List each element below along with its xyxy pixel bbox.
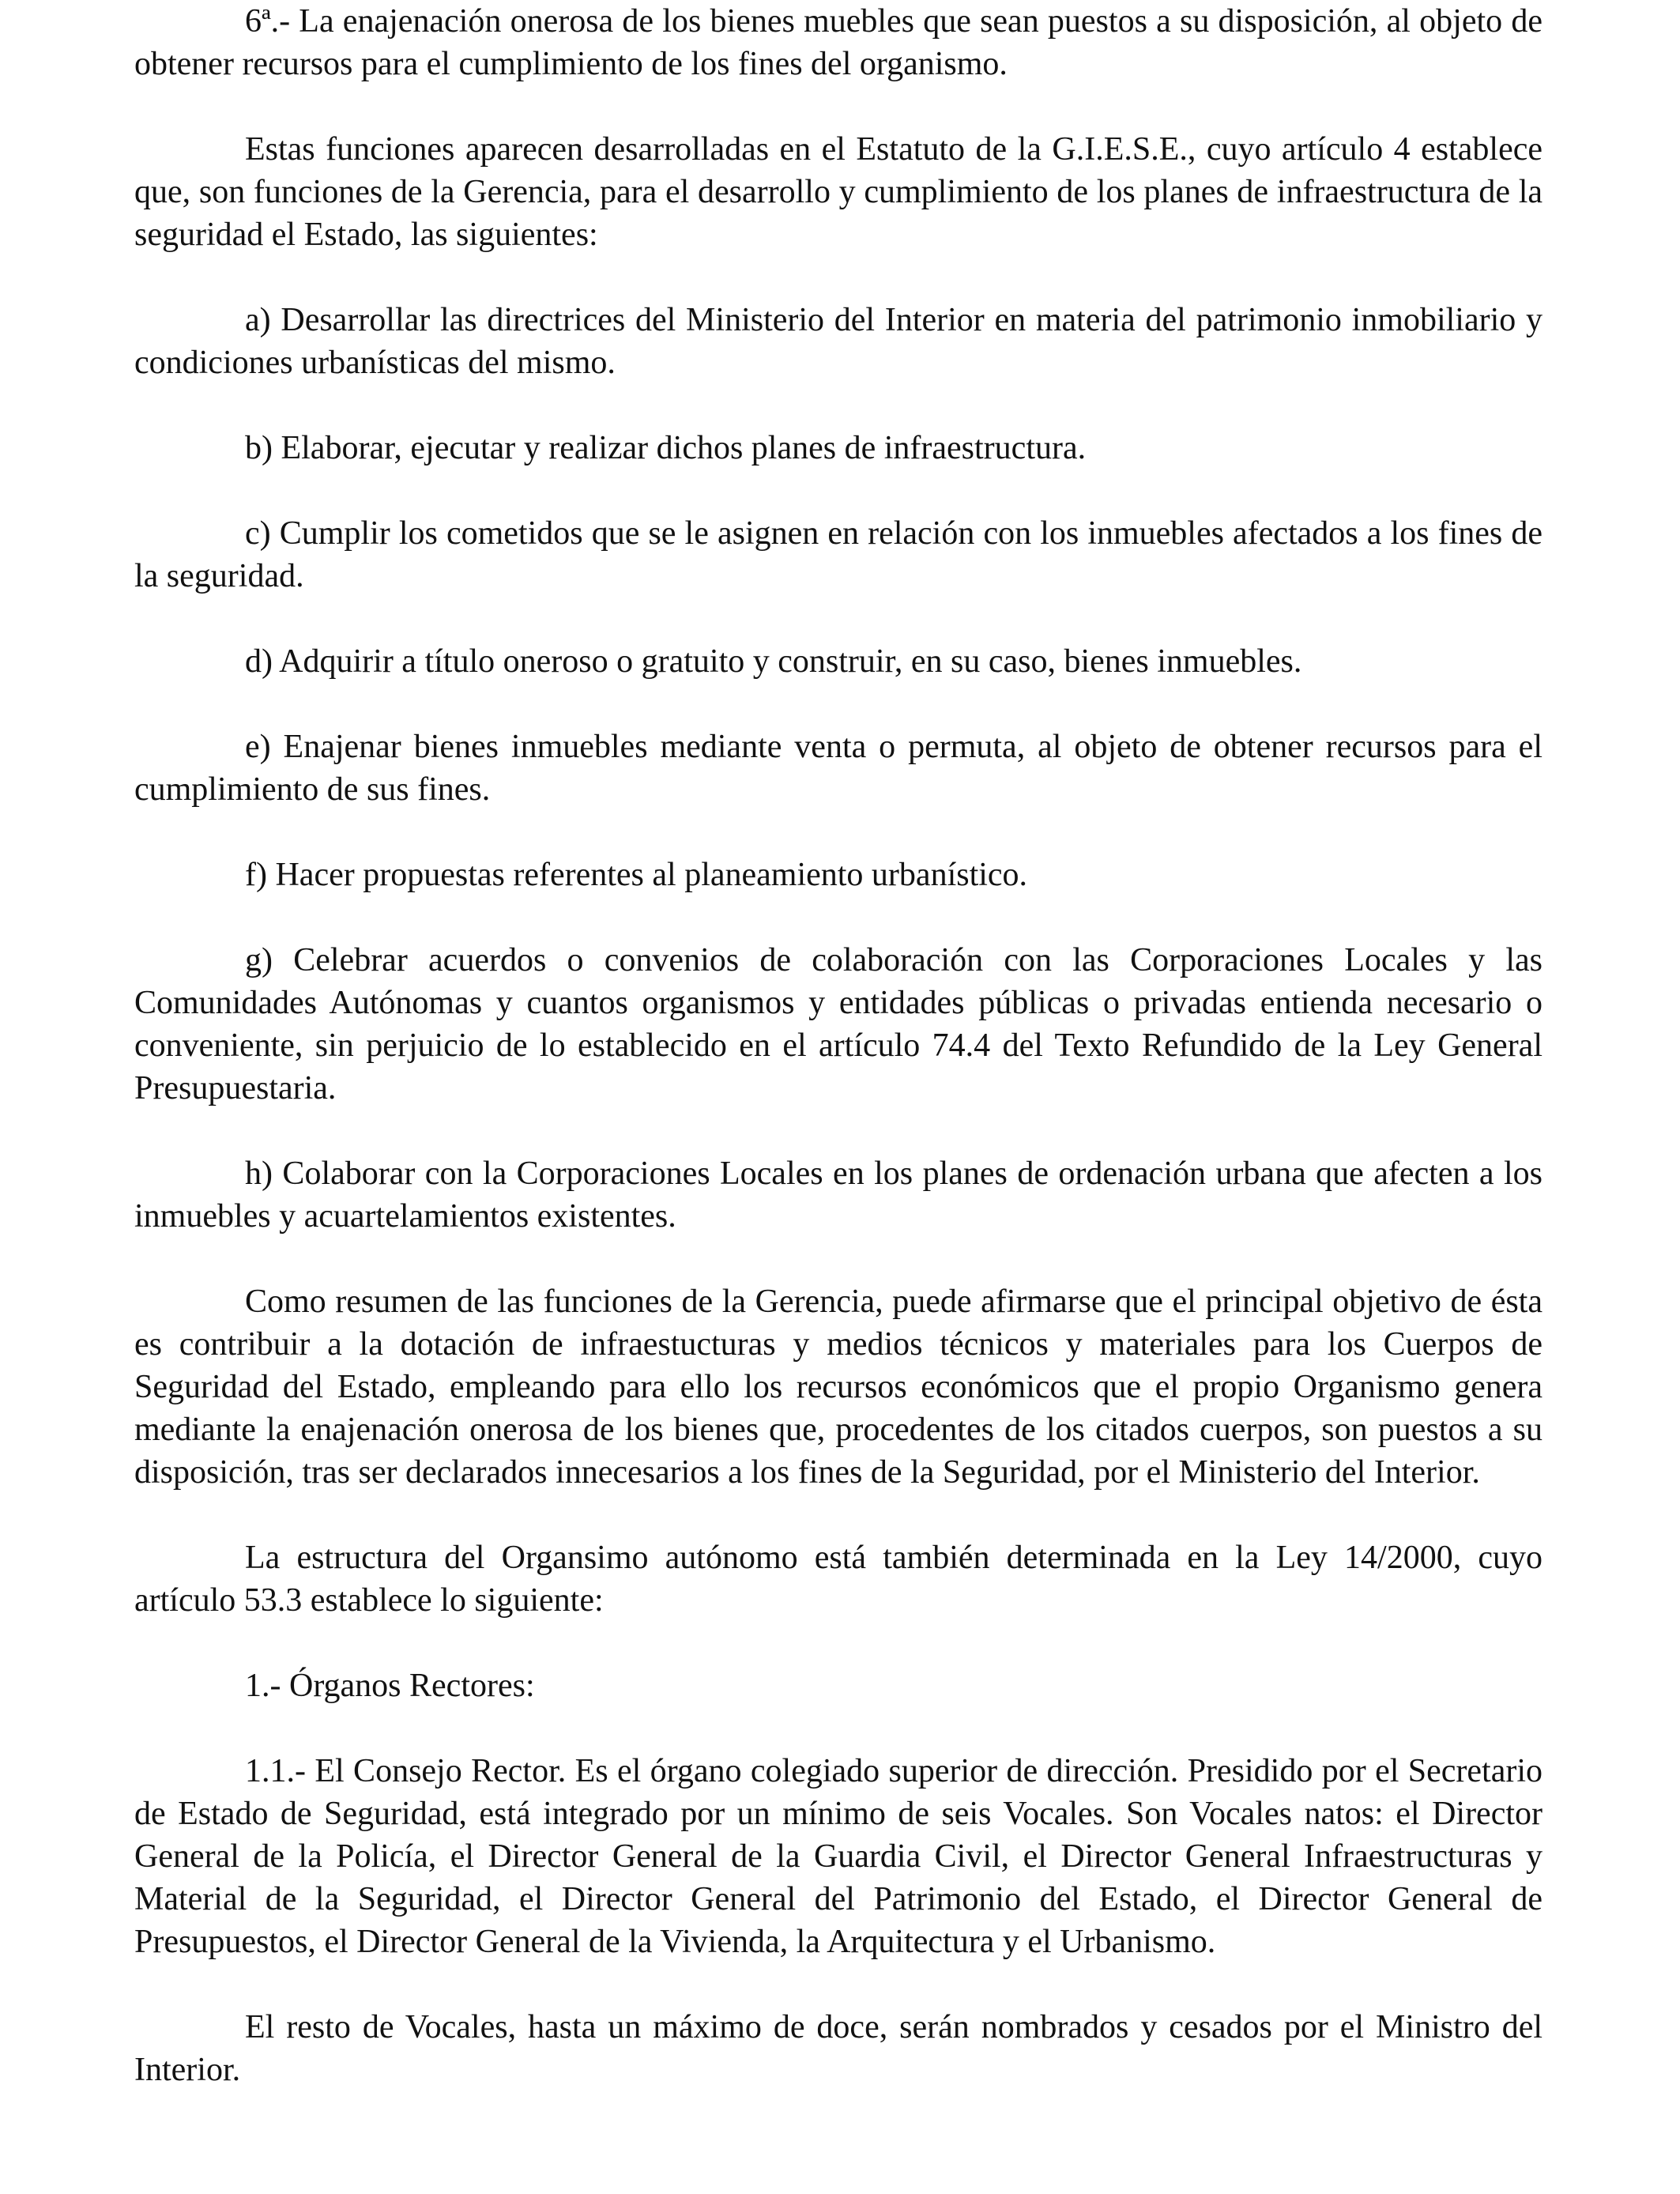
paragraph-statute-intro: Estas funciones aparecen desarrolladas en el Estatuto de la G.I.E.S.E., cuyo artículo 4 establece que, son funciones de la Gerencia, para el desarrollo y cumplimiento de los planes de infraestructura de la seguridad el Estado, las siguientes: <box>134 131 1543 253</box>
paragraph-item-e: e) Enajenar bienes inmuebles mediante venta o permuta, al objeto de obtener recursos para el cumplimiento de sus fines. <box>134 729 1543 808</box>
paragraph-item-c: c) Cumplir los cometidos que se le asignen en relación con los inmuebles afectados a los fines de la seguridad. <box>134 515 1543 594</box>
document-page <box>134 0 1543 2091</box>
paragraph-heading-governing-bodies: 1.- Órganos Rectores: <box>245 1668 535 1704</box>
paragraph-governing-council: 1.1.- El Consejo Rector. Es el órgano colegiado superior de dirección. Presidido por el Secretario de Estado de Seguridad, está integrado por un mínimo de seis Vocales. Son Vocales natos: el Director General de la Policía, el Director General de la Guardia Civil, el Director General Infraestructuras y Material de la Seguridad, el Director General del Patrimonio del Estado, el Director General de Presupuestos, el Director General de la Vivienda, la Arquitectura y el Urbanismo. <box>134 1753 1543 1960</box>
paragraph-item-d: d) Adquirir a título oneroso o gratuito y construir, en su caso, bienes inmuebles. <box>245 643 1302 680</box>
paragraph-item-g: g) Celebrar acuerdos o convenios de colaboración con las Corporaciones Locales y las Comunidades Autónomas y cuantos organismos y entidades públicas o privadas entienda necesario o conveniente, sin perjuicio de lo establecido en el artículo 74.4 del Texto Refundido de la Ley General Presupuestaria. <box>134 942 1543 1106</box>
paragraph-item-b: b) Elaborar, ejecutar y realizar dichos planes de infraestructura. <box>245 430 1087 466</box>
paragraph-item-h: h) Colaborar con la Corporaciones Locales en los planes de ordenación urbana que afecten a los inmuebles y acuartelamientos existentes. <box>134 1155 1543 1235</box>
paragraph-remaining-members: El resto de Vocales, hasta un máximo de doce, serán nombrados y cesados por el Ministro del Interior. <box>134 2009 1543 2088</box>
paragraph-summary: Como resumen de las funciones de la Gerencia, puede afirmarse que el principal objetivo de ésta es contribuir a la dotación de infraestucturas y medios técnicos y materiales para los Cuerpos de Seguridad del Estado, empleando para ello los recursos económicos que el propio Organismo genera mediante la enajenación onerosa de los bienes que, procedentes de los citados cuerpos, son puestos a su disposición, tras ser declarados innecesarios a los fines de la Seguridad, por el Ministerio del Interior. <box>134 1284 1543 1491</box>
paragraph-item-a: a) Desarrollar las directrices del Ministerio del Interior en materia del patrimonio inmobiliario y condiciones urbanísticas del mismo. <box>134 302 1543 381</box>
paragraph-structure-intro: La estructura del Organsimo autónomo está también determinada en la Ley 14/2000, cuyo artículo 53.3 establece lo siguiente: <box>134 1540 1543 1619</box>
paragraph-sixth-item: 6ª.- La enajenación onerosa de los bienes muebles que sean puestos a su disposición, al objeto de obtener recursos para el cumplimiento de los fines del organismo. <box>134 3 1543 82</box>
paragraph-item-f: f) Hacer propuestas referentes al planeamiento urbanístico. <box>245 857 1028 893</box>
